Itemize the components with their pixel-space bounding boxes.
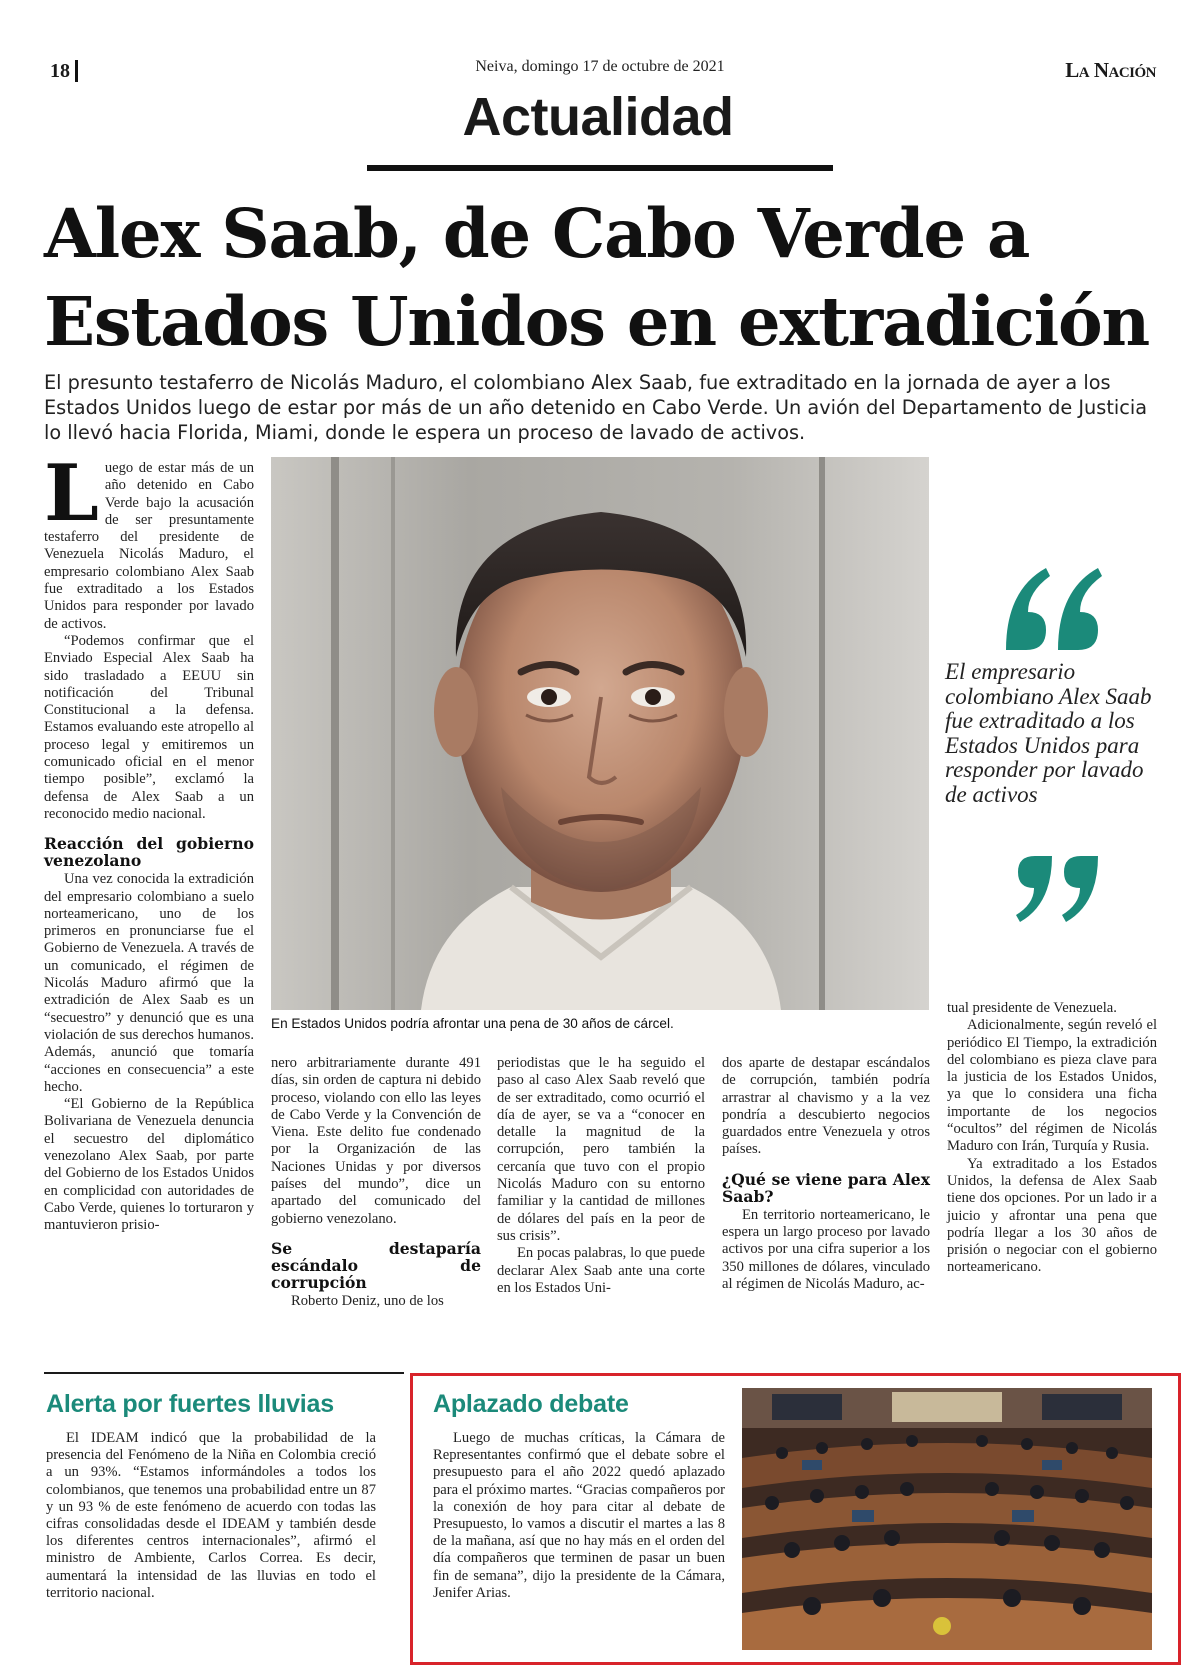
masthead-logo: La Nación: [1065, 58, 1156, 82]
article-deck: El presunto testaferro de Nicolás Maduro, el colombiano Alex Saab, fue extraditado en la jornada de ayer a los Estados Unidos luego de estar por más de un año detenido en Cabo Verde. Un avión del Departamento de Justicia lo llevó hacia Florida, Miami, donde le espera un proceso de lavado de activos.: [44, 371, 1148, 444]
paragraph: Roberto Deniz, uno de los: [291, 1292, 444, 1309]
paragraph: nero arbitrariamente durante 491 días, sin orden de captura ni debido proceso, violando con ello las leyes de Cabo Verde y la Convención de Viena. Este delito fue condenado por la Organización de las Naciones Unidas y por diversos países del mundo”, dice un apartado del comunicado del gobierno venezolano.: [271, 1055, 481, 1227]
quote-open-icon: [998, 560, 1108, 660]
subhead: Se destaparía escándalo de corrupción: [271, 1238, 481, 1292]
article-column-2: [271, 1055, 481, 1310]
portrait-illustration: [271, 457, 929, 1010]
dateline: Neiva, domingo 17 de octubre de 2021: [475, 58, 725, 75]
paragraph: dos aparte de destapar escándalos de corrupción, también podría arrastrar al chavismo y a la vez pondría a descubierto negocios guardados entre Venezuela y otros países.: [722, 1055, 930, 1158]
section-rule: [367, 165, 833, 171]
paragraph: periodistas que le ha seguido el paso al caso Alex Saab reveló que de ser extraditado, como ocurrió el día de ayer, se va a “conocer en detalle la magnitud de la corrupción, pero también la cercanía que tuvo con el propio Nicolás Maduro con su entorno familiar y la cantidad de millones de dólares del país en la peor de sus crisis”.: [497, 1055, 705, 1244]
briefs-divider: [44, 1372, 404, 1374]
drop-cap: L: [44, 448, 99, 539]
paragraph: “El Gobierno de la República Bolivariana de Venezuela denuncia el secuestro del diplomático venezolano Alex Saab, por parte del Gobierno de los Estados Unidos en complicidad con autoridades de Cabo Verde, quienes lo torturaron y mantuvieron prisio-: [44, 1096, 254, 1234]
paragraph: Ya extraditado a los Estados Unidos, la defensa de Alex Saab tiene dos opciones. Por un lado ir a juicio y afrontar una pena que podría llegar a los 30 años de prisión o negociar con el gobierno norteamericano.: [947, 1155, 1157, 1276]
pull-quote-text: El empresario colombiano Alex Saab fue extraditado a los Estados Unidos para responder por lavado de activos: [945, 659, 1152, 807]
brief-body-lluvias: [46, 1430, 376, 1602]
brief-body-debate: [433, 1430, 725, 1602]
subhead: ¿Qué se viene para Alex Saab?: [722, 1169, 930, 1206]
article-column-3: [497, 1055, 705, 1297]
page-number: 18: [50, 60, 70, 82]
congress-chamber-illustration: [742, 1388, 1152, 1650]
headline-line-1: Alex Saab, de Cabo Verde a: [44, 194, 1030, 273]
paragraph: En territorio norteamericano, le espera un largo proceso por lavado activos por una cifra superior a los 350 millones de dólares, vinculado al régimen de Nicolás Maduro, ac-: [722, 1206, 930, 1292]
article-column-1: [44, 448, 254, 1234]
paragraph: Adicionalmente, según reveló el periódico El Tiempo, la extradición del colombiano es pieza clave para la justicia de los Estados Unidos, ya que lo considera una ficha importante de los negocios “ocultos” del régimen de Nicolás Maduro con Irán, Turquía y Rusia.: [947, 1017, 1157, 1155]
subhead: Reacción del gobierno venezolano: [44, 834, 254, 871]
paragraph: uego de estar más de un año detenido en Cabo Verde bajo la acusación de ser presuntamente testaferro del presidente de Venezuela Nicolás Maduro, el empresario colombiano Alex Saab fue extraditado a los Estados Unidos para responder por lavado de activos.: [44, 460, 254, 632]
headline-line-2: Estados Unidos en extradición: [44, 282, 1149, 361]
paragraph: tual presidente de Venezuela.: [947, 1000, 1117, 1016]
page-header: [44, 52, 1156, 82]
article-headline: [44, 190, 1164, 366]
photo-caption: En Estados Unidos podría afrontar una pena de 30 años de cárcel.: [271, 1016, 674, 1031]
paragraph: El IDEAM indicó que la probabilidad de la presencia del Fenómeno de la Niña en Colombia creció a un 93%. “Estamos informándoles a todos los colombianos, que tenemos una probabilidad entre un 87 y un 93 % de este fenómeno de acuerdo con todas las cifras consolidadas desde el IDEAM y también desde los diferentes centros internacionales”, afirmó el ministro de Ambiente, Carlos Correa. Es decir, aumentará la intensidad de las lluvias en todo el territorio nacional.: [46, 1430, 376, 1601]
portrait-photo: [271, 457, 929, 1010]
paragraph: En pocas palabras, lo que puede declarar Alex Saab ante una corte en los Estados Uni-: [497, 1245, 705, 1296]
paragraph: “Podemos confirmar que el Enviado Especial Alex Saab ha sido trasladado a EEUU sin notificación del Tribunal Constitucional a la defensa. Estamos evaluando este atropello al proceso legal y emitiremos un comunicado oficial en el menor tiempo posible”, exclamó la defensa de Alex Saab a un reconocido medio nacional.: [44, 632, 254, 822]
quote-close-icon: [1012, 848, 1102, 928]
paragraph: Una vez conocida la extradición del empresario colombiano a suelo norteamericano, uno de los primeros en pronunciarse fue el Gobierno de Venezuela. A través de un comunicado, el régimen de Nicolás Maduro afirmó que la extradición de Alex Saab es un “secuestro” y denunció que es una violación de sus derechos humanos. Además, anunció que tomaría “acciones en consecuencia” a este hecho.: [44, 871, 254, 1095]
paragraph: Luego de muchas críticas, la Cámara de Representantes confirmó que el debate sobre el presupuesto para el año 2022 quedó aplazado para el próximo martes. “Gracias compañeros por la conexión de hoy para citar al debate de Presupuesto, lo vamos a discutir el martes a las 8 de la mañana, así que no hay más en el orden del día compañeros que terminen de pasar un buen fin de semana”, dijo la presidente de la Cámara, Jenifer Arias.: [433, 1430, 725, 1601]
article-column-4: [722, 1055, 930, 1293]
brief-title-debate: Aplazado debate: [433, 1390, 629, 1418]
brief-title-lluvias: Alerta por fuertes lluvias: [46, 1390, 334, 1418]
congress-photo: [742, 1388, 1152, 1650]
article-column-5: [947, 1000, 1157, 1277]
section-title: Actualidad: [462, 87, 734, 147]
